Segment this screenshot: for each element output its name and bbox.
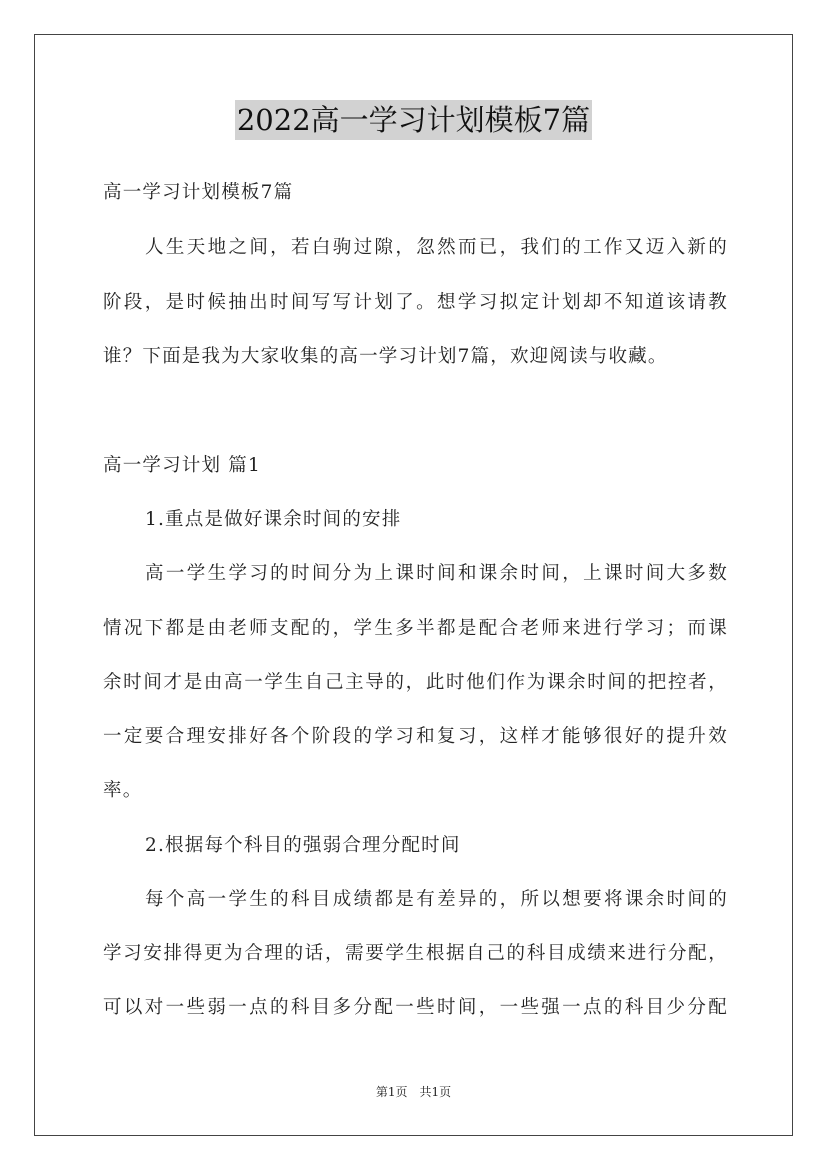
point-2-line-1: 每个高一学生的科目成绩都是有差异的，所以想要将课余时间的 — [145, 889, 728, 910]
title-container — [0, 100, 827, 140]
point-1-line-4: 一定要合理安排好各个阶段的学习和复习，这样才能够很好的提升效 — [103, 726, 728, 747]
point-2-line-2: 学习安排得更为合理的话，需要学生根据自己的科目成绩来进行分配， — [103, 943, 728, 964]
intro-line-2: 阶段，是时候抽出时间写写计划了。想学习拟定计划却不知道该请教 — [103, 292, 728, 313]
point-1-line-1: 高一学生学习的时间分为上课时间和课余时间，上课时间大多数 — [145, 563, 728, 584]
point-1-line-5: 率。 — [103, 780, 143, 801]
point-1-line-3: 余时间才是由高一学生自己主导的，此时他们作为课余时间的把控者， — [103, 672, 728, 693]
section-1-heading: 高一学习计划 篇1 — [103, 455, 261, 476]
point-1-line-2: 情况下都是由老师支配的，学生多半都是配合老师来进行学习；而课 — [103, 618, 728, 639]
intro-line-1: 人生天地之间，若白驹过隙，忽然而已，我们的工作又迈入新的 — [145, 237, 728, 258]
intro-line-3: 谁？下面是我为大家收集的高一学习计划7篇，欢迎阅读与收藏。 — [103, 346, 668, 367]
point-2-heading: 2.根据每个科目的强弱合理分配时间 — [145, 835, 461, 856]
document-title: 2022高一学习计划模板7篇 — [235, 100, 592, 140]
page-number-footer: 第1页 共1页 — [375, 1085, 452, 1099]
document-subtitle: 高一学习计划模板7篇 — [103, 182, 294, 203]
point-1-heading: 1.重点是做好课余时间的安排 — [145, 509, 402, 530]
point-2-line-3: 可以对一些弱一点的科目多分配一些时间，一些强一点的科目少分配 — [103, 997, 728, 1018]
